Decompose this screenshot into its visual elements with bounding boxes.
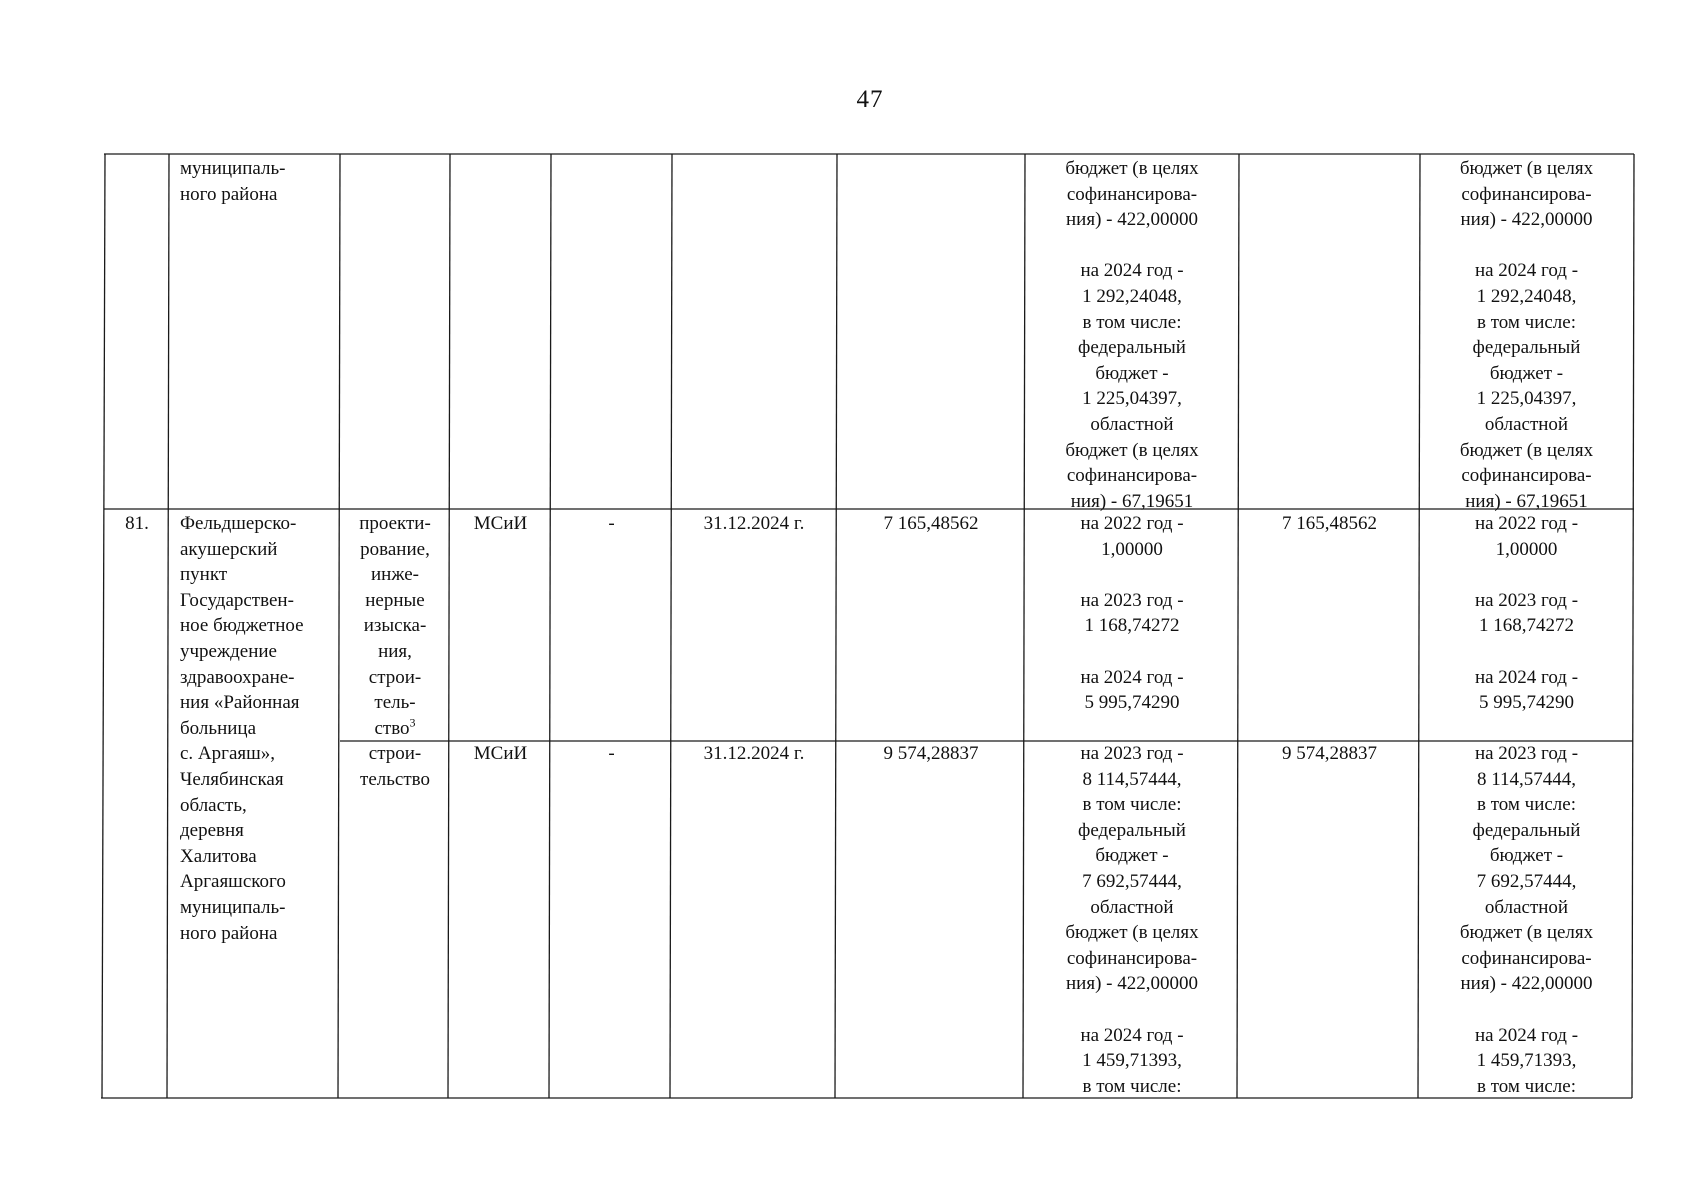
- col-sep-1: [167, 154, 169, 1098]
- deadline-2: 31.12.2024 г.: [703, 743, 805, 764]
- continued-limit: бюджет (в целях софинансирова- ния) - 422,00000 на 2024 год - 1 292,24048, в том числе: федеральный бюджет - 1 225,04397, областной бюджет (в целях софинансирова- ния) - 67,19651: [1459, 158, 1594, 512]
- customer-2: МСиИ: [473, 743, 528, 764]
- row-number: 81.: [125, 513, 149, 534]
- work-type-1-text: проекти- рование, инже- нерные изыска- ния, строи- тель- ство: [359, 513, 431, 739]
- total-limit-1: 7 165,48562: [1282, 513, 1377, 534]
- financing-2: на 2023 год - 8 114,57444, в том числе: федеральный бюджет - 7 692,57444, областной бюджет (в целях софинансирова- ния) - 422,00000 на 2024 год - 1 459,71393, в том числе:: [1065, 743, 1199, 1097]
- continued-financing: бюджет (в целях софинансирова- ния) - 422,00000 на 2024 год - 1 292,24048, в том числе: федеральный бюджет - 1 225,04397, областной бюджет (в целях софинансирова- ния) - 67,19651: [1065, 158, 1199, 512]
- object-name: Фельдшерско- акушерский пункт Государствен- ное бюджетное учреждение здравоохране- ния «Районная больница с. Аргаяш», Челябинская область, деревня Халитова Аргаяшского муниципаль- ного района: [180, 513, 304, 944]
- col-sep-6: [835, 154, 837, 1098]
- estimated-cost-1: 7 165,48562: [883, 513, 979, 534]
- col-sep-5: [670, 154, 672, 1098]
- work-type-1: [341, 511, 449, 741]
- page-number: 47: [856, 86, 884, 113]
- total-limit-2: 9 574,28837: [1282, 743, 1377, 764]
- capacity-1: -: [608, 513, 615, 534]
- table-left-border: [102, 154, 105, 1098]
- work-type-2: строи- тельство: [360, 743, 430, 790]
- customer-1: МСиИ: [473, 513, 528, 534]
- continued-object-name: муниципаль- ного района: [180, 158, 286, 205]
- deadline-1: 31.12.2024 г.: [703, 513, 805, 534]
- capacity-2: -: [608, 743, 615, 764]
- col-sep-2: [338, 154, 340, 1098]
- limit-2: на 2023 год - 8 114,57444, в том числе: федеральный бюджет - 7 692,57444, областной бюджет (в целях софинансирова- ния) - 422,00000 на 2024 год - 1 459,71393, в том числе:: [1459, 743, 1594, 1097]
- col-sep-7: [1023, 154, 1025, 1098]
- footnote-mark: 3: [409, 715, 416, 730]
- limit-1: на 2022 год - 1,00000 на 2023 год - 1 168,74272 на 2024 год - 5 995,74290: [1474, 513, 1579, 714]
- col-sep-4: [549, 154, 551, 1098]
- estimated-cost-2: 9 574,28837: [883, 743, 979, 764]
- financing-1: на 2022 год - 1,00000 на 2023 год - 1 168,74272 на 2024 год - 5 995,74290: [1080, 513, 1184, 714]
